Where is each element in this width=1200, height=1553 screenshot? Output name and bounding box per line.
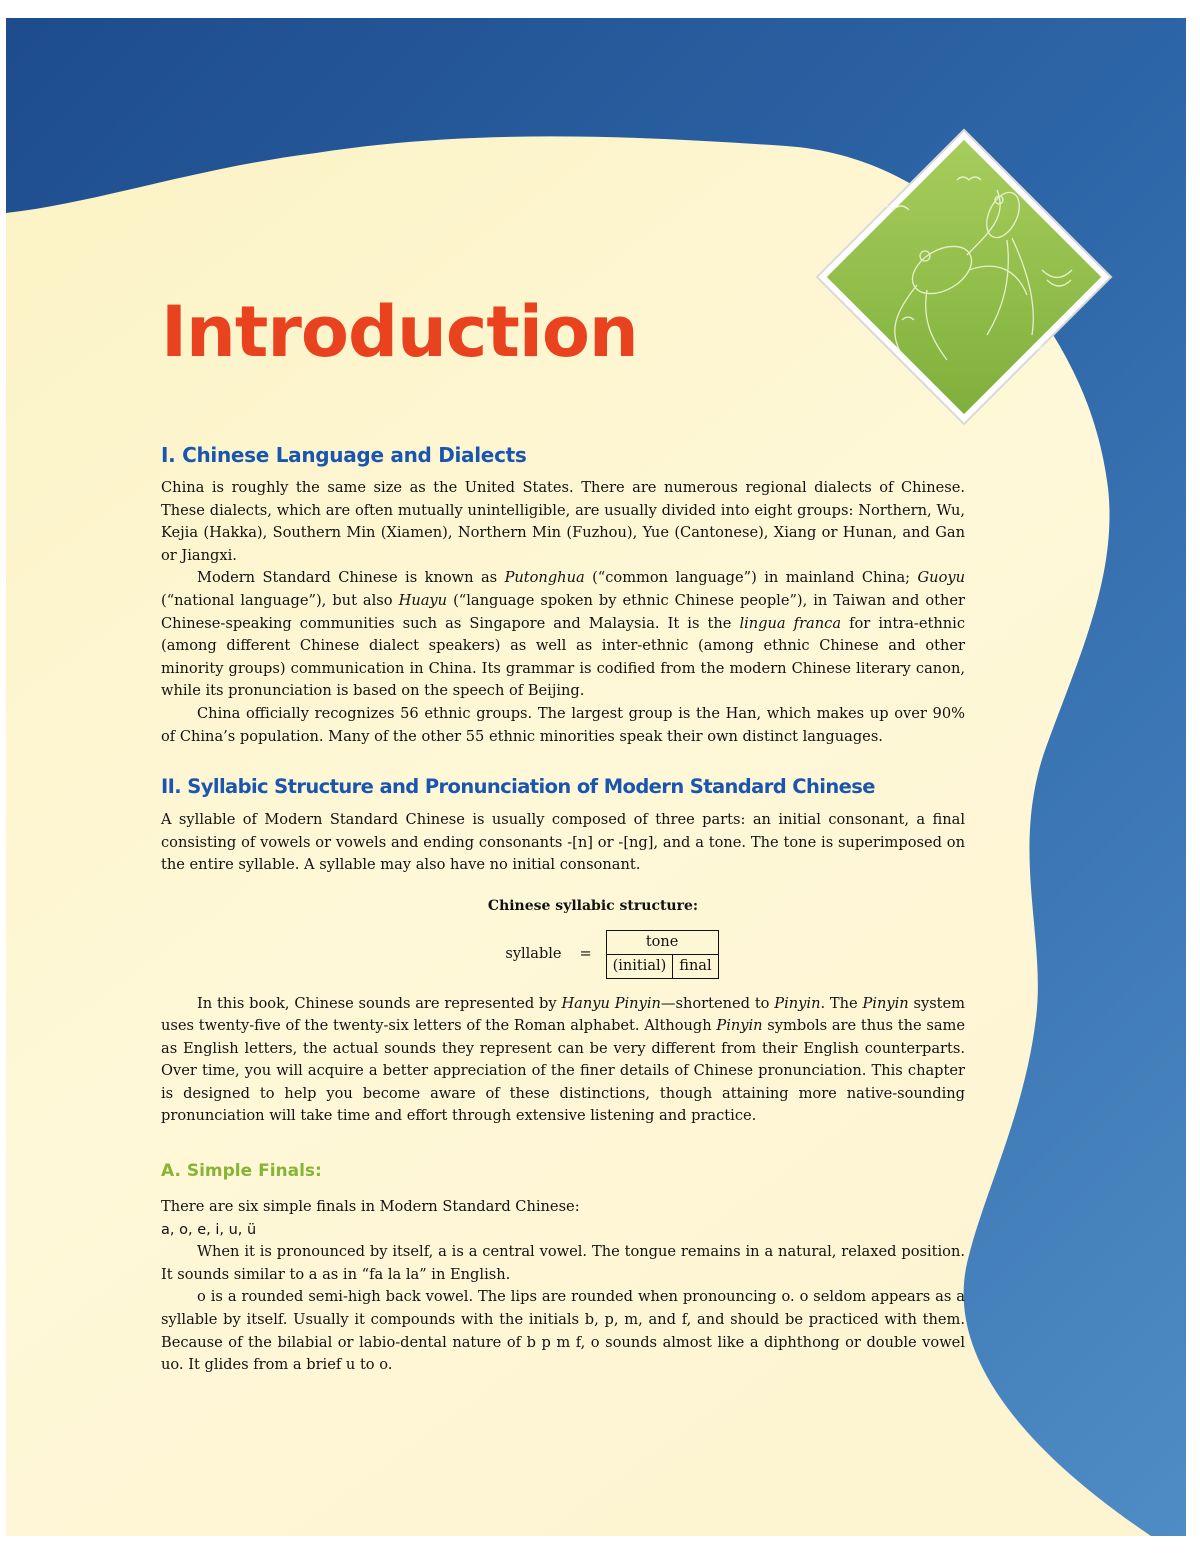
paragraph: A syllable of Modern Standard Chinese is usually composed of three parts: an initial consonant, a final consisting of vowels or vowels and ending consonants -[n] or -[ng], and a tone. The tone is superimposed on the entire syllable. A syllable may also have no initial consonant. [161, 811, 965, 874]
main-content [161, 442, 965, 1377]
page-title: Introduction [161, 291, 638, 373]
tone-cell: tone [606, 930, 718, 954]
simple-finals-list: a, o, e, i, u, ü [161, 1221, 257, 1238]
paragraph: China officially recognizes 56 ethnic groups. The largest group is the Han, which makes up over 90% of China’s population. Many of the other 55 ethnic minorities speak their own distinct languages. [161, 704, 965, 745]
paragraph: Modern Standard Chinese is known as Putonghua (“common language”) in mainland China; Guoyu (“national language”), but also Huayu (“language spoken by ethnic Chinese people”), in Taiwan and other Chinese-speaking communities such as Singapore and Malaysia. It is the lingua franca for intra-ethnic (among different Chinese dialect speakers) as well as inter-ethnic (among ethnic Chinese and other minority groups) communication in China. Its grammar is codified from the modern Chinese literary canon, while its pronunciation is based on the speech of Beijing. [161, 569, 966, 700]
goldfish-illustration [807, 120, 1121, 434]
diagram-equals: = [579, 945, 592, 962]
section-heading-dialects: I. Chinese Language and Dialects [161, 443, 527, 467]
section-heading-syllabic-structure: II. Syllabic Structure and Pronunciation of Modern Standard Chinese [161, 775, 875, 799]
page [6, 18, 1186, 1536]
syllable-table [606, 930, 719, 979]
syllable-structure-diagram [161, 895, 965, 979]
diagram-row [259, 930, 965, 979]
paragraph: When it is pronounced by itself, a is a central vowel. The tongue remains in a natural, relaxed position. It sounds similar to a as in “fa la la” in English. [161, 1243, 965, 1283]
subsection-heading-simple-finals: A. Simple Finals: [161, 1161, 322, 1182]
diagram-title: Chinese syllabic structure: [487, 897, 699, 914]
paragraph: o is a rounded semi-high back vowel. The lips are rounded when pronouncing o. o seldom appears as a syllable by itself. Usually it compounds with the initials b, p, m, and f, and should be practiced with them. Because of the bilabial or labio-dental nature of b p m f, o sounds almost like a diphthong or double vowel uo. It glides from a brief u to o. [161, 1288, 965, 1374]
final-cell: final [673, 954, 718, 978]
initial-cell: (initial) [606, 954, 673, 978]
paragraph: China is roughly the same size as the United States. There are numerous regional dialects of Chinese. These dialects, which are often mutually unintelligible, are usually divided into eight groups: Northern, Wu, Kejia (Hakka), Southern Min (Xiamen), Northern Min (Fuzhou), Yue (Cantonese), Xiang or Hunan, and Gan or Jiangxi. [161, 479, 965, 564]
goldfish-illustration-icon [807, 120, 1121, 434]
paragraph: There are six simple finals in Modern Standard Chinese: [161, 1198, 580, 1216]
diagram-label: syllable [505, 945, 562, 962]
paragraph: In this book, Chinese sounds are represented by Hanyu Pinyin—shortened to Pinyin. The Pinyin system uses twenty-five of the twenty-six letters of the Roman alphabet. Although Pinyin symbols are thus the same as English letters, the actual sounds they represent can be very different from their English counterparts. Over time, you will acquire a better appreciation of the finer details of Chinese pronunciation. This chapter is designed to help you become aware of these distinctions, though attaining more native-sounding pronunciation will take time and effort through extensive listening and practice. [161, 994, 966, 1125]
